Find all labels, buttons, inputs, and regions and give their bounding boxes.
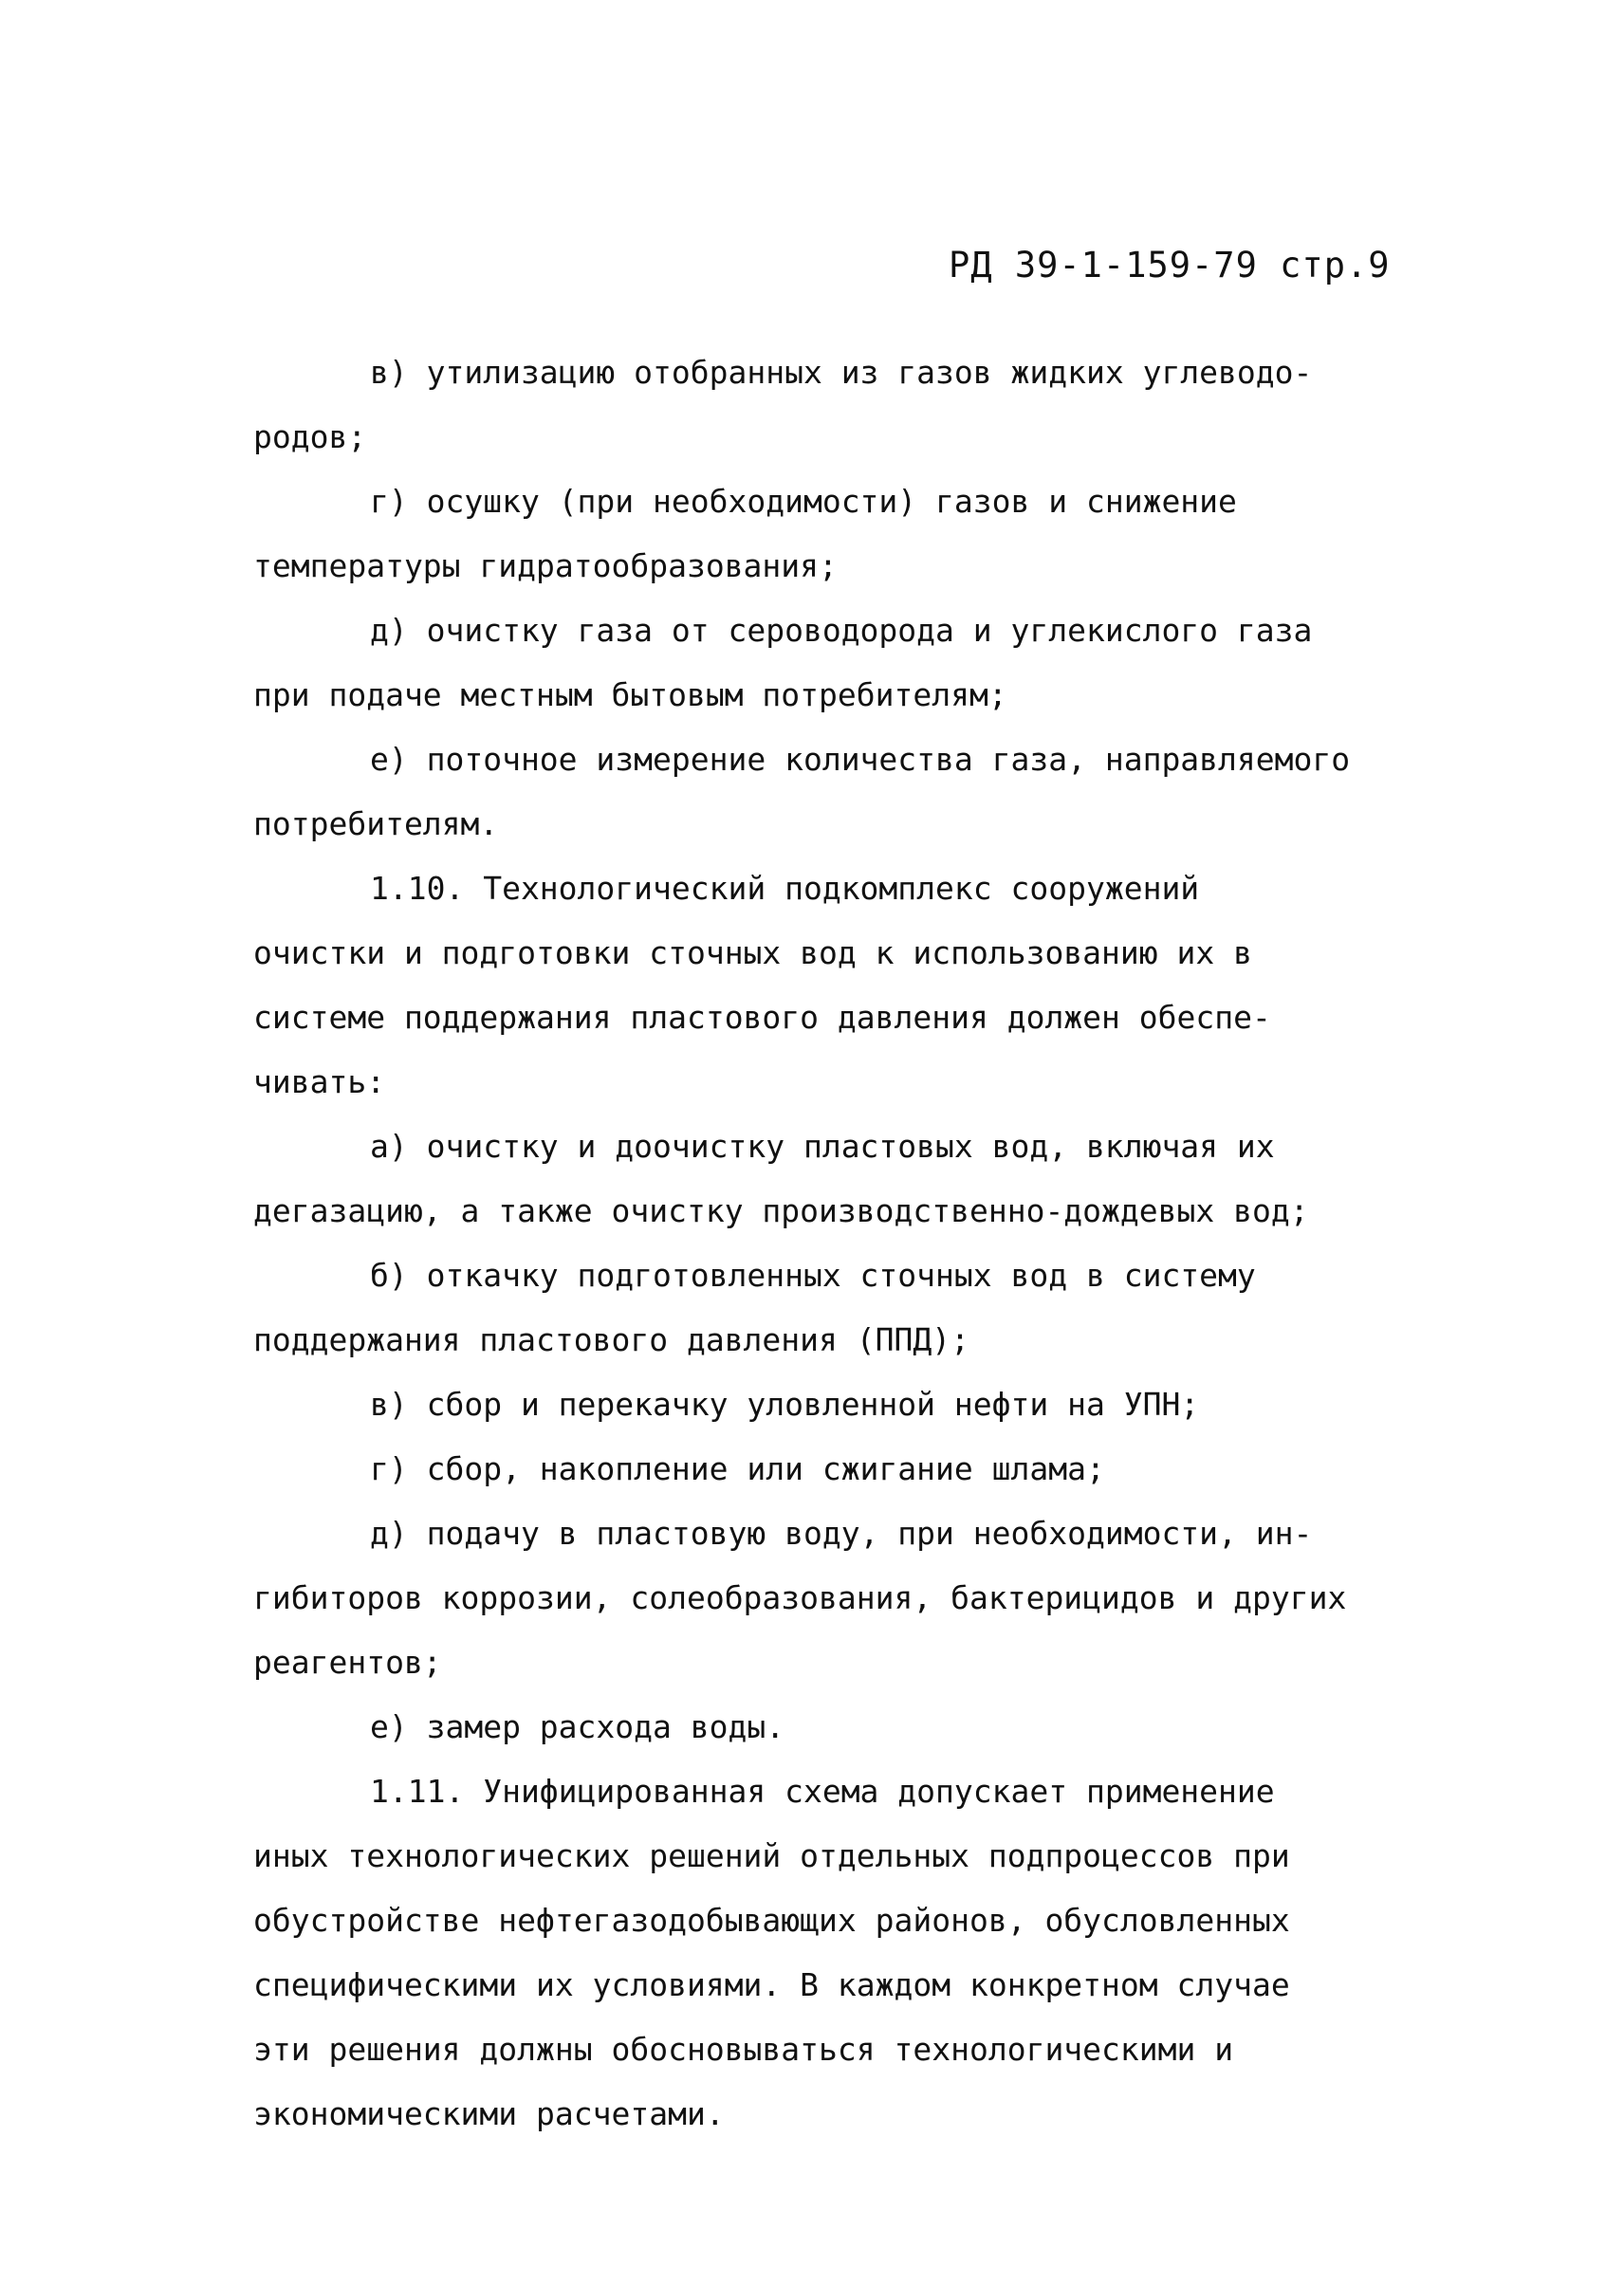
text-line: чивать: — [253, 1063, 386, 1100]
text-line: при подаче местным бытовым потребителям; — [253, 676, 1007, 713]
text-line: г) сбор, накопление или сжигание шлама; — [370, 1450, 1105, 1487]
text-line: обустройстве нефтегазодобывающих районов, обусловленных — [253, 1902, 1290, 1939]
page-header: РД 39-1-159-79 стр.9 — [949, 245, 1391, 286]
text-line: системе поддержания пластового давления должен обеспе- — [253, 999, 1271, 1036]
text-line: реагентов; — [253, 1644, 442, 1681]
text-line: экономическими расчетами. — [253, 2095, 725, 2132]
text-line: в) сбор и перекачку уловленной нефти на УПН; — [370, 1386, 1200, 1423]
text-line: гибиторов коррозии, солеобразования, бактерицидов и других — [253, 1579, 1347, 1616]
text-line: б) откачку подготовленных сточных вод в систему — [370, 1257, 1256, 1294]
text-line: родов; — [253, 418, 367, 455]
text-line: иных технологических решений отдельных подпроцессов при — [253, 1837, 1290, 1874]
section-heading-line: 1.11. Унифицированная схема допускает применение — [370, 1773, 1275, 1810]
text-line: дегазацию, а также очистку производственно-дождевых вод; — [253, 1192, 1309, 1229]
text-line: очистки и подготовки сточных вод к использованию их в — [253, 934, 1252, 971]
text-line: а) очистку и доочистку пластовых вод, включая их — [370, 1128, 1275, 1165]
text-line: д) подачу в пластовую воду, при необходимости, ин- — [370, 1515, 1313, 1552]
text-line: эти решения должны обосновываться технологическими и — [253, 2031, 1234, 2068]
text-line: г) осушку (при необходимости) газов и снижение — [370, 483, 1237, 520]
text-line: специфическими их условиями. В каждом конкретном случае — [253, 1966, 1290, 2003]
text-line: поддержания пластового давления (ППД); — [253, 1321, 969, 1358]
section-heading-line: 1.10. Технологический подкомплекс сооружений — [370, 870, 1200, 907]
text-line: д) очистку газа от сероводорода и углекислого газа — [370, 612, 1313, 649]
text-line: потребителям. — [253, 805, 499, 842]
text-line: температуры гидратообразования; — [253, 547, 838, 584]
text-line: е) поточное измерение количества газа, направляемого — [370, 741, 1351, 778]
text-line: е) замер расхода воды. — [370, 1708, 785, 1745]
text-line: в) утилизацию отобранных из газов жидких углеводо- — [370, 354, 1313, 391]
